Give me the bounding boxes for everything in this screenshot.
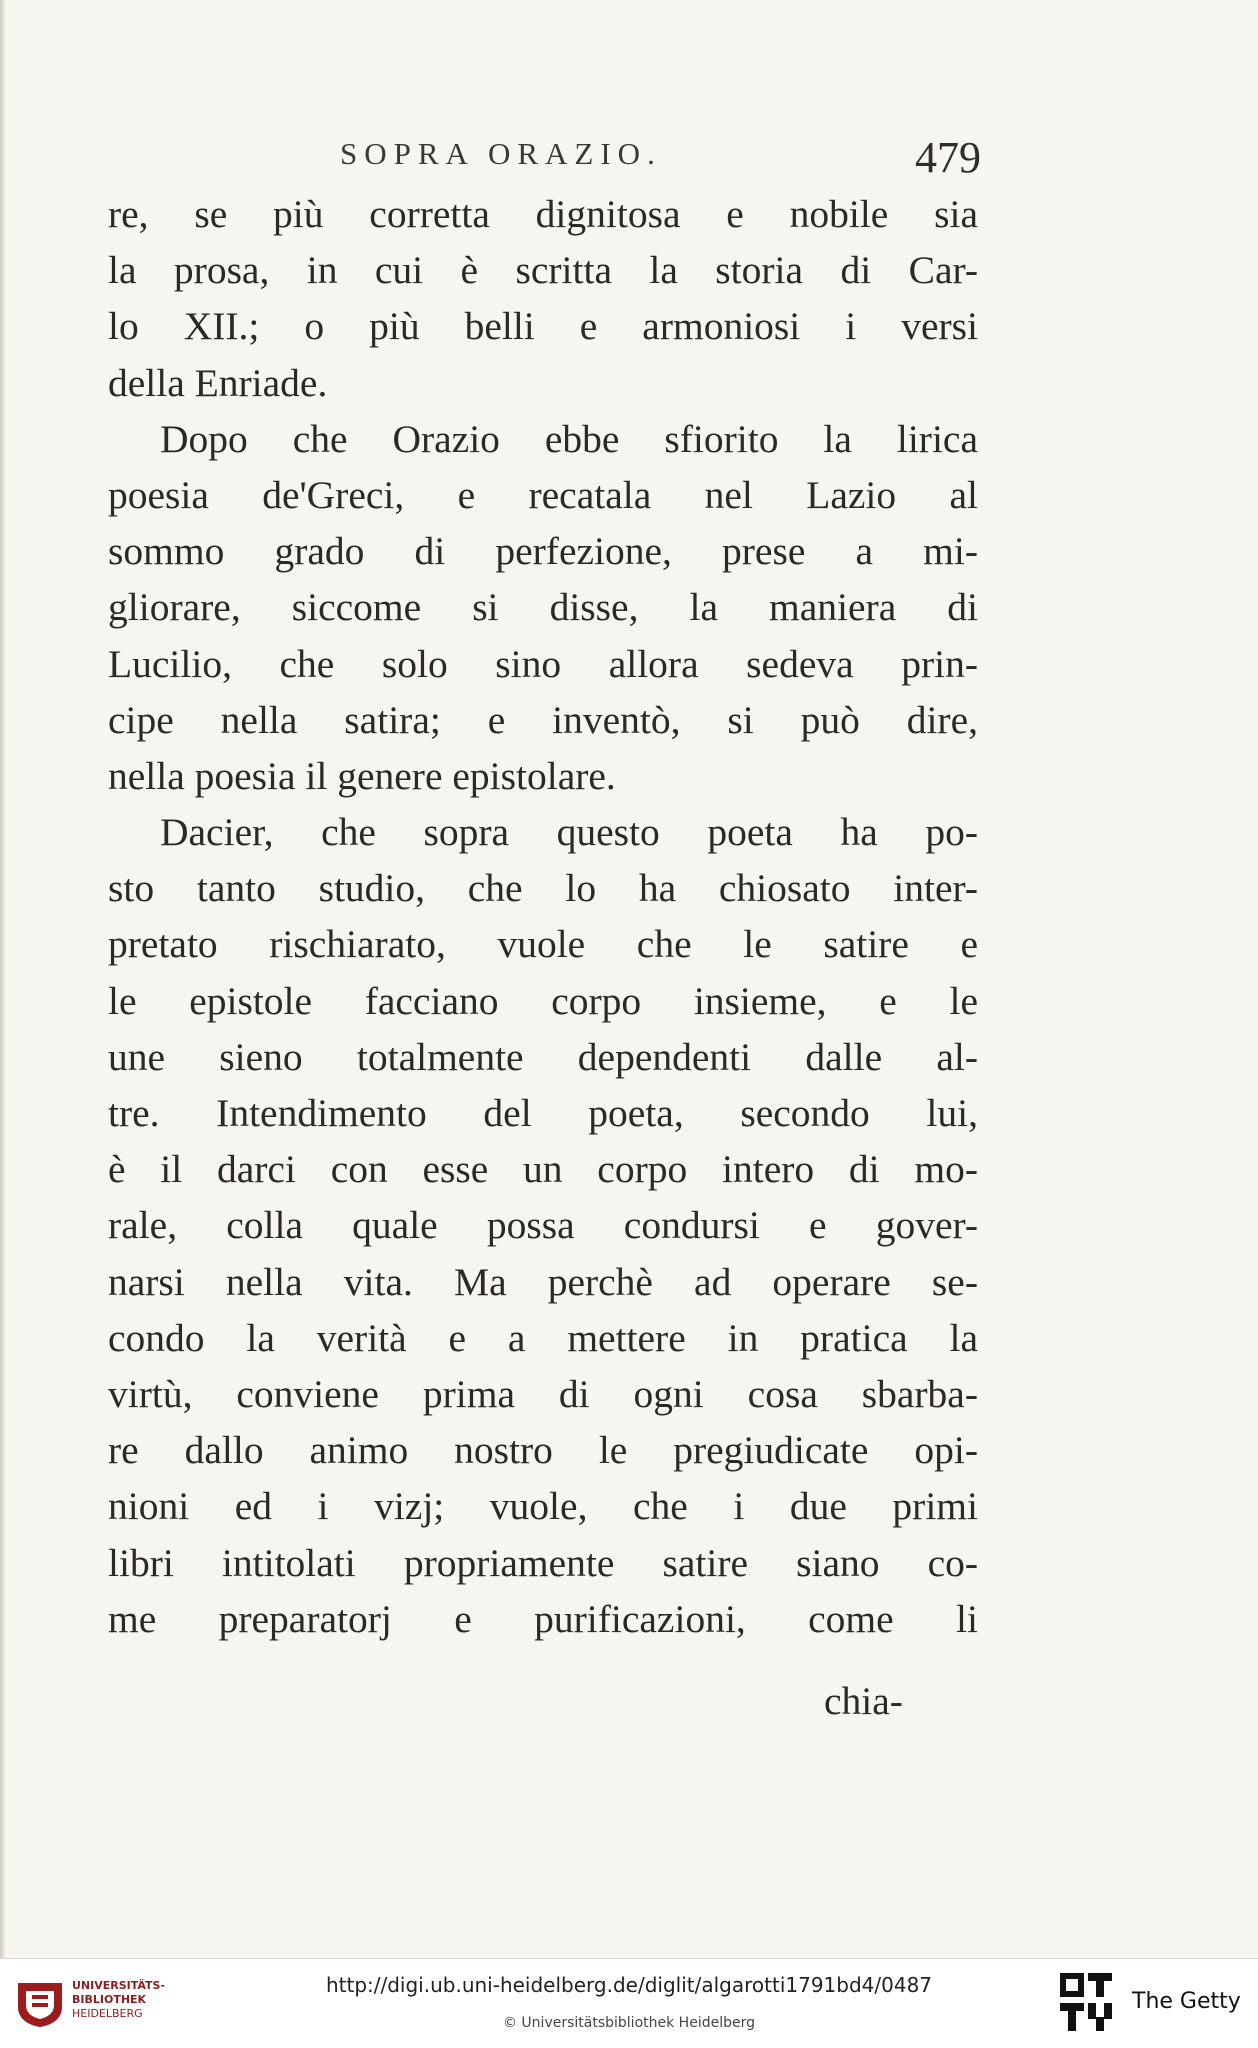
library-name-line: BIBLIOTHEK — [72, 1993, 147, 2006]
text-line: Dacier, che sopra questo poeta ha po- — [160, 810, 978, 855]
text-line: sommo grado di perfezione, prese a mi- — [108, 529, 978, 574]
text-line: poesia de'Greci, e recatala nel Lazio al — [108, 472, 978, 517]
text-line: pretato rischiarato, vuole che le satire e — [108, 922, 978, 967]
text-line: condo la verità e a mettere in pratica la — [108, 1315, 978, 1360]
text-line: virtù, conviene prima di ogni cosa sbarba- — [108, 1371, 978, 1416]
partner-name: The Getty — [1132, 1989, 1241, 2014]
text-line: narsi nella vita. Ma perchè ad operare se- — [108, 1259, 978, 1304]
text-line: cipe nella satira; e inventò, si può dire, — [108, 697, 978, 742]
footer-bar — [0, 1958, 1258, 2048]
text-line: nioni ed i vizj; vuole, che i due primi — [108, 1484, 978, 1529]
text-line: lo XII.; o più belli e armoniosi i versi — [108, 304, 978, 349]
permalink-url[interactable]: http://digi.ub.uni-heidelberg.de/diglit/algarotti1791bd4/0487 — [325, 1973, 933, 1997]
text-line: gliorare, siccome si disse, la maniera di — [108, 585, 978, 630]
library-name-line: UNIVERSITÄTS- — [72, 1979, 166, 1992]
text-line: re dallo animo nostro le pregiudicate opi- — [108, 1428, 978, 1473]
copyright-notice: © Universitätsbibliothek Heidelberg — [502, 2015, 755, 2031]
getty-logo-icon — [1058, 1971, 1114, 2035]
text-line: re, se più corretta dignitosa e nobile sia — [108, 192, 978, 236]
text-line: une sieno totalmente dependenti dalle al- — [108, 1034, 978, 1079]
text-line: la prosa, in cui è scritta la storia di Car- — [108, 248, 978, 293]
body-text — [108, 186, 978, 1647]
text-line: le epistole facciano corpo insieme, e le — [108, 978, 978, 1023]
text-line: tre. Intendimento del poeta, secondo lui, — [108, 1091, 978, 1135]
text-line: Lucilio, che solo sino allora sedeva prin- — [108, 641, 978, 686]
library-name-line: HEIDELBERG — [72, 2007, 143, 2020]
text-line: nella poesia il genere epistolare. — [108, 753, 616, 798]
running-head: SOPRA ORAZIO. — [340, 136, 662, 171]
page-number: 479 — [915, 133, 981, 182]
text-line: Dopo che Orazio ebbe sfiorito la lirica — [160, 416, 978, 461]
page-edge-shadow — [0, 0, 6, 1958]
text-line: me preparatorj e purificazioni, come li — [108, 1596, 978, 1641]
text-line: sto tanto studio, che lo ha chiosato inter- — [108, 866, 978, 911]
text-line: rale, colla quale possa condursi e gover- — [108, 1203, 978, 1248]
catchword: chia- — [824, 1679, 903, 1723]
text-line: libri intitolati propriamente satire siano co- — [108, 1540, 978, 1585]
text-line: è il darci con esse un corpo intero di mo- — [108, 1147, 978, 1192]
text-line: della Enriade. — [108, 360, 328, 405]
